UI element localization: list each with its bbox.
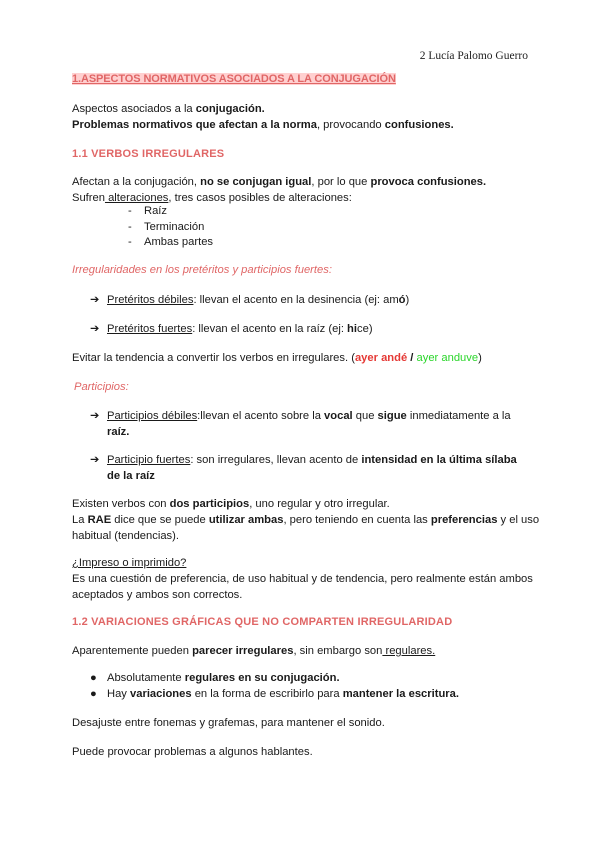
desajuste-paragraph: Desajuste entre fonemas y grafemas, para mantener el sonido.: [72, 717, 385, 729]
section-1-intro: Aspectos asociados a la conjugación. Problemas normativos que afectan a la norma, provocando confusiones.: [72, 103, 454, 131]
existen-paragraph: Existen verbos con dos participios, uno regular y otro irregular. La RAE dice que se puede utilizar ambas, pero teniendo en cuenta las preferencias y el uso habitual (tendencias).: [72, 498, 540, 542]
section-1-2-paragraph: Aparentemente pueden parecer irregulares, sin embargo son regulares.: [72, 645, 436, 657]
arrow-icon: ➔: [90, 410, 100, 422]
list-item: - Terminación: [128, 220, 213, 236]
author-header: 2 Lucía Palomo Guerro: [419, 50, 528, 62]
evitar-paragraph: Evitar la tendencia a convertir los verbos en irregulares. (ayer andé / ayer anduve): [72, 352, 482, 364]
irregularities-subheading: Irregularidades en los pretéritos y participios fuertes:: [72, 264, 332, 276]
participio-fuertes-item: ➔ Participio fuertes: son irregulares, llevan acento de intensidad en la última sílaba de la raíz: [90, 454, 517, 482]
bullet-icon: ●: [90, 688, 97, 700]
section-1-1-paragraph: Afectan a la conjugación, no se conjugan igual, por lo que provoca confusiones. Sufren alteraciones, tres casos posibles de alteraciones:: [72, 176, 487, 204]
alteration-cases-list: [128, 204, 213, 251]
participios-debiles-item: ➔ Participios débiles:llevan el acento sobre la vocal que sigue inmediatamente a la raíz.: [90, 410, 511, 438]
puede-paragraph: Puede provocar problemas a algunos hablantes.: [72, 746, 313, 758]
impreso-question: ¿Impreso o imprimido? Es una cuestión de preferencia, de uso habitual y de tendencia, pero realmente están ambos aceptados y ambos son correctos.: [72, 557, 533, 601]
preteritos-debiles-item: ➔ Pretéritos débiles: llevan el acento en la desinencia (ej: amó): [90, 294, 410, 306]
bullet-icon: ●: [90, 672, 97, 684]
section-1-1-title: 1.1 VERBOS IRREGULARES: [72, 148, 225, 160]
section-1-title: 1.ASPECTOS NORMATIVOS ASOCIADOS A LA CONJUGACIÓN: [72, 73, 396, 85]
section-1-2-title: 1.2 VARIACIONES GRÁFICAS QUE NO COMPARTEN IRREGULARIDAD: [72, 616, 453, 628]
bullet-item-regulares: ● Absolutamente regulares en su conjugación.: [90, 672, 340, 684]
preteritos-fuertes-item: ➔ Pretéritos fuertes: llevan el acento en la raíz (ej: hice): [90, 323, 373, 335]
arrow-icon: ➔: [90, 323, 100, 335]
arrow-icon: ➔: [90, 294, 100, 306]
list-item: - Ambas partes: [128, 235, 213, 251]
bullet-item-variaciones: ● Hay variaciones en la forma de escribirlo para mantener la escritura.: [90, 688, 459, 700]
list-item: - Raíz: [128, 204, 213, 220]
participios-subheading: Participios:: [74, 381, 129, 393]
arrow-icon: ➔: [90, 454, 100, 466]
